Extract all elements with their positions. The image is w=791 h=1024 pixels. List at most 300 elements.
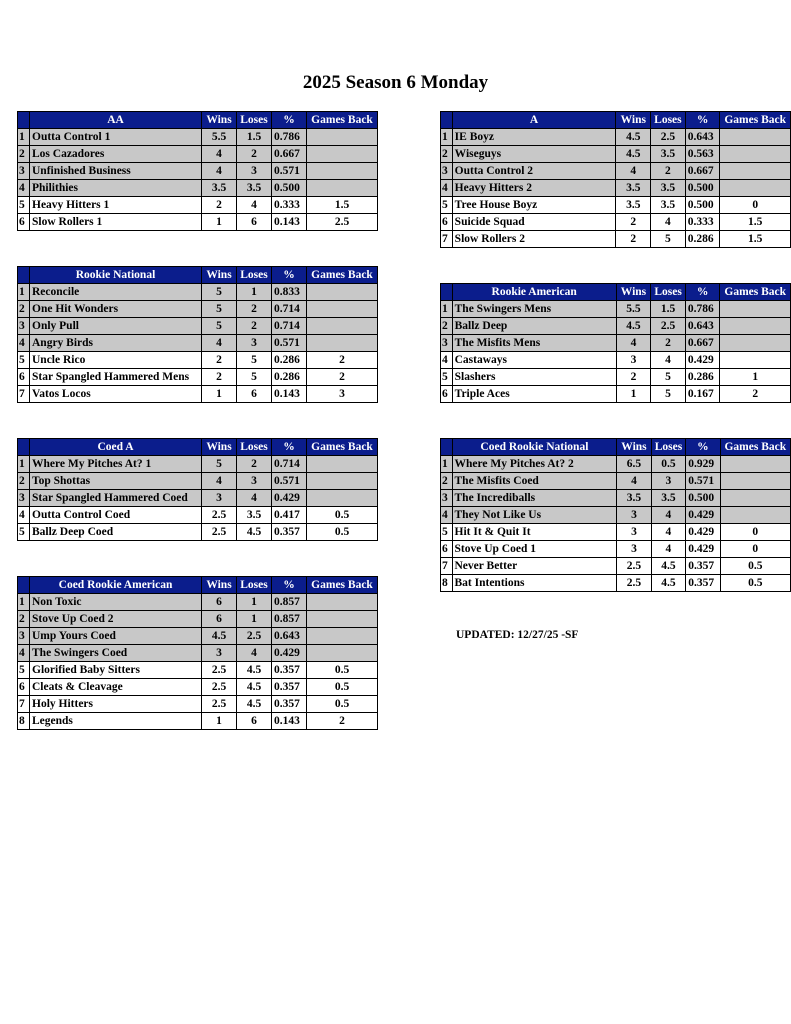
team-name: Slow Rollers 2 [452, 231, 616, 248]
wins-cell: 6 [202, 594, 237, 611]
team-name: The Swingers Coed [30, 645, 202, 662]
pct-cell: 0.429 [686, 524, 720, 541]
pct-cell: 0.333 [272, 197, 307, 214]
table-row [18, 594, 378, 611]
team-name: Ballz Deep Coed [30, 524, 202, 541]
updated-note: UPDATED: 12/27/25 -SF [456, 629, 579, 641]
rank-cell: 4 [18, 180, 30, 197]
games-back-cell: 2 [307, 369, 378, 386]
wins-cell: 4 [616, 163, 651, 180]
loses-cell: 1 [237, 594, 272, 611]
team-name: Where My Pitches At? 1 [30, 456, 202, 473]
games-back-cell [307, 284, 378, 301]
wins-cell: 2.5 [202, 662, 237, 679]
loses-cell: 4.5 [237, 679, 272, 696]
pct-cell: 0.563 [685, 146, 720, 163]
rank-header [18, 439, 30, 456]
pct-header: % [685, 284, 720, 301]
team-name: Tree House Boyz [452, 197, 616, 214]
table-row [441, 524, 791, 541]
rank-cell: 1 [18, 129, 30, 146]
pct-cell: 0.857 [272, 611, 307, 628]
pct-cell: 0.667 [272, 146, 307, 163]
table-row [18, 679, 378, 696]
rank-header [441, 112, 453, 129]
header-row [18, 577, 378, 594]
rank-cell: 6 [18, 369, 30, 386]
rank-cell: 2 [18, 301, 30, 318]
rank-cell: 2 [441, 318, 453, 335]
rank-cell: 3 [441, 335, 453, 352]
wins-cell: 6 [202, 611, 237, 628]
table-row [18, 645, 378, 662]
games-back-cell [307, 456, 378, 473]
loses-cell: 2 [651, 335, 686, 352]
table-row [441, 163, 791, 180]
loses-cell: 3 [237, 163, 272, 180]
rank-cell: 4 [441, 352, 453, 369]
wins-cell: 2.5 [202, 524, 237, 541]
games-back-header: Games Back [720, 439, 790, 456]
table-row [441, 490, 791, 507]
team-name: Castaways [452, 352, 616, 369]
rank-cell: 5 [441, 369, 453, 386]
team-name: Unfinished Business [30, 163, 202, 180]
loses-cell: 2 [651, 163, 686, 180]
table-row [441, 180, 791, 197]
games-back-cell [307, 318, 378, 335]
loses-header: Loses [651, 112, 686, 129]
team-name: Uncle Rico [30, 352, 202, 369]
pct-cell: 0.643 [685, 318, 720, 335]
wins-cell: 5 [202, 456, 237, 473]
table-row [18, 369, 378, 386]
rank-cell: 1 [441, 301, 453, 318]
team-name: Star Spangled Hammered Coed [30, 490, 202, 507]
games-back-header: Games Back [307, 112, 378, 129]
pct-header: % [272, 439, 307, 456]
rank-cell: 3 [441, 163, 453, 180]
rank-header [18, 577, 30, 594]
team-name: They Not Like Us [452, 507, 617, 524]
team-name: Outta Control 2 [452, 163, 616, 180]
wins-cell: 2 [616, 369, 650, 386]
table-row [18, 180, 378, 197]
pct-cell: 0.429 [686, 507, 720, 524]
team-name: Wiseguys [452, 146, 616, 163]
loses-cell: 3 [237, 473, 272, 490]
games-back-cell [720, 335, 791, 352]
table-row [441, 231, 791, 248]
games-back-cell: 1 [720, 369, 791, 386]
team-name: The Misfits Mens [452, 335, 616, 352]
loses-cell: 5 [237, 352, 272, 369]
table-row [18, 197, 378, 214]
standings-table-rookie-national [17, 266, 378, 403]
pct-cell: 0.643 [272, 628, 307, 645]
table-row [18, 129, 378, 146]
wins-cell: 3.5 [202, 180, 237, 197]
wins-cell: 4 [202, 473, 237, 490]
games-back-cell [720, 180, 791, 197]
pct-cell: 0.714 [272, 456, 307, 473]
games-back-cell [307, 163, 378, 180]
pct-cell: 0.571 [272, 335, 307, 352]
pct-cell: 0.786 [685, 301, 720, 318]
division-name: Coed Rookie National [452, 439, 617, 456]
header-row [18, 112, 378, 129]
wins-cell: 3 [617, 507, 651, 524]
loses-header: Loses [237, 267, 272, 284]
loses-cell: 5 [651, 231, 686, 248]
team-name: Holy Hitters [30, 696, 202, 713]
loses-cell: 5 [651, 369, 686, 386]
team-name: IE Boyz [452, 129, 616, 146]
rank-cell: 6 [18, 214, 30, 231]
rank-cell: 1 [18, 284, 30, 301]
standings-table-coed-a [17, 438, 378, 541]
table-row [18, 284, 378, 301]
table-row [18, 611, 378, 628]
loses-cell: 1 [237, 284, 272, 301]
table-row [441, 129, 791, 146]
games-back-cell [720, 456, 790, 473]
pct-cell: 0.714 [272, 318, 307, 335]
games-back-cell [307, 180, 378, 197]
pct-cell: 0.857 [272, 594, 307, 611]
wins-cell: 4 [202, 335, 237, 352]
loses-cell: 0.5 [651, 456, 686, 473]
pct-cell: 0.500 [685, 197, 720, 214]
pct-cell: 0.667 [685, 335, 720, 352]
standings-table-a [440, 111, 791, 248]
games-back-header: Games Back [720, 112, 791, 129]
loses-cell: 4 [651, 507, 686, 524]
wins-cell: 5 [202, 284, 237, 301]
wins-cell: 4.5 [616, 318, 650, 335]
team-name: Triple Aces [452, 386, 616, 403]
rank-cell: 3 [18, 163, 30, 180]
standings-table-coed-rookie-national [440, 438, 791, 592]
table-row [18, 163, 378, 180]
loses-cell: 4.5 [237, 662, 272, 679]
rank-cell: 4 [18, 335, 30, 352]
wins-cell: 4 [202, 163, 237, 180]
wins-cell: 2 [616, 214, 651, 231]
table-row [18, 386, 378, 403]
loses-cell: 5 [651, 386, 686, 403]
team-name: Ump Yours Coed [30, 628, 202, 645]
games-back-cell: 1.5 [720, 214, 791, 231]
pct-cell: 0.357 [272, 524, 307, 541]
table-row [441, 575, 791, 592]
table-row [18, 214, 378, 231]
games-back-cell: 2 [307, 352, 378, 369]
team-name: Cleats & Cleavage [30, 679, 202, 696]
table-row [18, 352, 378, 369]
wins-cell: 1 [202, 214, 237, 231]
wins-cell: 3.5 [616, 197, 651, 214]
wins-cell: 1 [202, 713, 237, 730]
wins-cell: 1 [616, 386, 650, 403]
loses-cell: 4.5 [651, 575, 686, 592]
rank-cell: 6 [441, 541, 453, 558]
games-back-cell [720, 507, 790, 524]
pct-header: % [685, 112, 720, 129]
loses-header: Loses [237, 112, 272, 129]
loses-cell: 3.5 [651, 490, 686, 507]
games-back-cell: 1.5 [307, 197, 378, 214]
games-back-cell [307, 645, 378, 662]
pct-cell: 0.429 [272, 490, 307, 507]
rank-cell: 4 [441, 507, 453, 524]
loses-cell: 2.5 [237, 628, 272, 645]
team-name: Reconcile [30, 284, 202, 301]
team-name: Outta Control Coed [30, 507, 202, 524]
header-row [441, 112, 791, 129]
table-row [441, 335, 791, 352]
team-name: Los Cazadores [30, 146, 202, 163]
pct-cell: 0.643 [685, 129, 720, 146]
wins-cell: 2 [202, 197, 237, 214]
games-back-cell: 1.5 [720, 231, 791, 248]
header-row [441, 439, 791, 456]
games-back-cell: 0.5 [307, 662, 378, 679]
pct-cell: 0.429 [685, 352, 720, 369]
loses-cell: 4.5 [237, 696, 272, 713]
games-back-cell [307, 146, 378, 163]
games-back-cell: 0.5 [307, 507, 378, 524]
pct-cell: 0.667 [685, 163, 720, 180]
loses-cell: 3.5 [651, 197, 686, 214]
games-back-cell [307, 473, 378, 490]
loses-cell: 6 [237, 713, 272, 730]
pct-cell: 0.357 [686, 558, 720, 575]
loses-cell: 3.5 [651, 146, 686, 163]
table-row [441, 473, 791, 490]
rank-cell: 6 [441, 386, 453, 403]
wins-cell: 2 [616, 231, 651, 248]
wins-header: Wins [202, 112, 237, 129]
pct-cell: 0.571 [272, 163, 307, 180]
rank-cell: 3 [18, 628, 30, 645]
team-name: Non Toxic [30, 594, 202, 611]
rank-cell: 8 [441, 575, 453, 592]
wins-cell: 4.5 [616, 146, 651, 163]
rank-cell: 5 [18, 662, 30, 679]
team-name: Glorified Baby Sitters [30, 662, 202, 679]
table-row [441, 507, 791, 524]
loses-cell: 1.5 [237, 129, 272, 146]
games-back-cell [307, 490, 378, 507]
team-name: The Swingers Mens [452, 301, 616, 318]
rank-cell: 2 [441, 146, 453, 163]
games-back-cell: 3 [307, 386, 378, 403]
rank-cell: 1 [18, 456, 30, 473]
wins-cell: 3 [617, 524, 651, 541]
wins-cell: 4 [616, 335, 650, 352]
rank-cell: 4 [441, 180, 453, 197]
wins-cell: 1 [202, 386, 237, 403]
table-row [18, 507, 378, 524]
table-row [18, 490, 378, 507]
games-back-cell: 2 [720, 386, 791, 403]
team-name: Ballz Deep [452, 318, 616, 335]
pct-header: % [272, 577, 307, 594]
rank-cell: 1 [18, 594, 30, 611]
rank-cell: 5 [441, 197, 453, 214]
games-back-header: Games Back [720, 284, 791, 301]
header-row [18, 267, 378, 284]
loses-cell: 2 [237, 318, 272, 335]
pct-cell: 0.286 [685, 369, 720, 386]
rank-cell: 8 [18, 713, 30, 730]
loses-cell: 4.5 [237, 524, 272, 541]
loses-cell: 3.5 [237, 180, 272, 197]
division-name: AA [30, 112, 202, 129]
rank-cell: 5 [18, 524, 30, 541]
team-name: Slashers [452, 369, 616, 386]
table-row [441, 318, 791, 335]
wins-cell: 2.5 [202, 679, 237, 696]
pct-cell: 0.143 [272, 713, 307, 730]
wins-cell: 5 [202, 301, 237, 318]
table-row [18, 662, 378, 679]
loses-cell: 4 [651, 524, 686, 541]
table-row [441, 386, 791, 403]
pct-cell: 0.333 [685, 214, 720, 231]
games-back-cell [720, 163, 791, 180]
pct-cell: 0.286 [272, 352, 307, 369]
wins-cell: 3 [202, 490, 237, 507]
games-back-cell: 0.5 [307, 524, 378, 541]
loses-cell: 4.5 [651, 558, 686, 575]
wins-cell: 2 [202, 369, 237, 386]
games-back-cell: 0 [720, 524, 790, 541]
games-back-cell [720, 301, 791, 318]
games-back-cell [720, 352, 791, 369]
pct-cell: 0.500 [686, 490, 720, 507]
rank-cell: 4 [18, 645, 30, 662]
wins-cell: 6.5 [617, 456, 651, 473]
table-row [18, 696, 378, 713]
rank-header [441, 284, 453, 301]
pct-header: % [272, 112, 307, 129]
rank-cell: 3 [441, 490, 453, 507]
games-back-cell [720, 129, 791, 146]
pct-cell: 0.286 [272, 369, 307, 386]
games-back-cell [307, 129, 378, 146]
pct-header: % [686, 439, 720, 456]
games-back-cell [720, 318, 791, 335]
wins-cell: 2.5 [617, 558, 651, 575]
pct-cell: 0.143 [272, 214, 307, 231]
rank-cell: 3 [18, 318, 30, 335]
games-back-cell [720, 146, 791, 163]
rank-cell: 2 [18, 473, 30, 490]
wins-cell: 3 [617, 541, 651, 558]
team-name: Angry Birds [30, 335, 202, 352]
loses-cell: 4 [237, 197, 272, 214]
pct-cell: 0.714 [272, 301, 307, 318]
pct-cell: 0.417 [272, 507, 307, 524]
wins-header: Wins [616, 284, 650, 301]
loses-cell: 4 [237, 490, 272, 507]
wins-header: Wins [202, 267, 237, 284]
games-back-cell: 2.5 [307, 214, 378, 231]
games-back-cell [307, 335, 378, 352]
rank-cell: 5 [18, 197, 30, 214]
table-row [441, 146, 791, 163]
games-back-cell: 0.5 [720, 558, 790, 575]
wins-header: Wins [617, 439, 651, 456]
rank-cell: 4 [18, 507, 30, 524]
table-row [18, 456, 378, 473]
rank-cell: 2 [18, 146, 30, 163]
team-name: Stove Up Coed 1 [452, 541, 617, 558]
games-back-cell [307, 611, 378, 628]
rank-cell: 3 [18, 490, 30, 507]
team-name: Outta Control 1 [30, 129, 202, 146]
loses-cell: 2.5 [651, 129, 686, 146]
pct-cell: 0.357 [272, 679, 307, 696]
team-name: Vatos Locos [30, 386, 202, 403]
rank-cell: 7 [441, 558, 453, 575]
rank-cell: 2 [18, 611, 30, 628]
loses-cell: 3.5 [237, 507, 272, 524]
games-back-header: Games Back [307, 577, 378, 594]
games-back-cell [307, 301, 378, 318]
pct-cell: 0.786 [272, 129, 307, 146]
table-row [441, 214, 791, 231]
loses-cell: 4 [237, 645, 272, 662]
wins-cell: 4 [202, 146, 237, 163]
team-name: Star Spangled Hammered Mens [30, 369, 202, 386]
loses-cell: 6 [237, 386, 272, 403]
table-row [18, 713, 378, 730]
rank-cell: 7 [18, 386, 30, 403]
rank-header [441, 439, 453, 456]
loses-header: Loses [651, 439, 686, 456]
team-name: Bat Intentions [452, 575, 617, 592]
team-name: Where My Pitches At? 2 [452, 456, 617, 473]
wins-header: Wins [616, 112, 651, 129]
loses-cell: 3 [237, 335, 272, 352]
table-row [18, 146, 378, 163]
team-name: Legends [30, 713, 202, 730]
page-title: 2025 Season 6 Monday [302, 72, 489, 93]
wins-cell: 2.5 [202, 696, 237, 713]
header-row [441, 284, 791, 301]
pct-cell: 0.500 [685, 180, 720, 197]
loses-cell: 4 [651, 214, 686, 231]
games-back-cell: 0.5 [307, 696, 378, 713]
table-row [441, 369, 791, 386]
loses-cell: 5 [237, 369, 272, 386]
games-back-header: Games Back [307, 267, 378, 284]
pct-cell: 0.429 [272, 645, 307, 662]
team-name: Heavy Hitters 1 [30, 197, 202, 214]
wins-cell: 4.5 [202, 628, 237, 645]
table-row [441, 456, 791, 473]
standings-table-rookie-american [440, 283, 791, 403]
wins-cell: 5.5 [616, 301, 650, 318]
team-name: Hit It & Quit It [452, 524, 617, 541]
table-row [18, 318, 378, 335]
table-row [18, 628, 378, 645]
team-name: Suicide Squad [452, 214, 616, 231]
wins-header: Wins [202, 439, 237, 456]
